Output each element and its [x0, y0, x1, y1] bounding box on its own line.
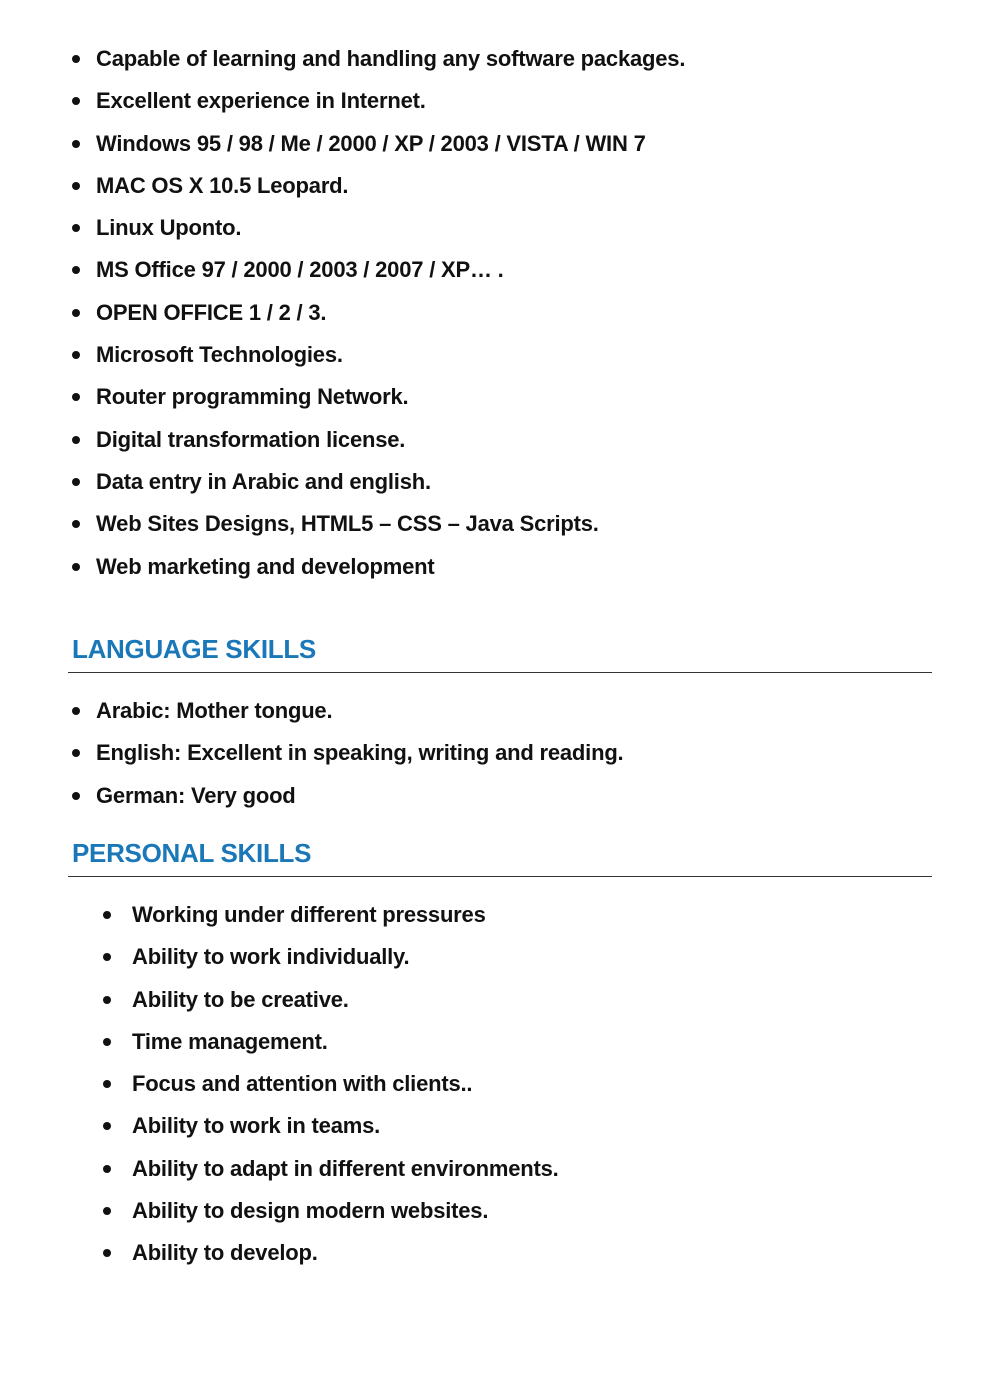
list-item-text: Time management. [132, 1028, 328, 1054]
bullet-icon [103, 1165, 111, 1173]
bullet-icon [72, 266, 80, 274]
list-item [72, 550, 685, 592]
bullet-icon [72, 309, 80, 317]
bullet-icon [72, 792, 80, 800]
list-item [72, 211, 685, 253]
list-item [72, 169, 685, 211]
list-item [72, 736, 623, 778]
bullet-icon [103, 996, 111, 1004]
list-item [72, 694, 623, 736]
list-item [72, 779, 623, 821]
bullet-icon [72, 55, 80, 63]
list-item-text: Web Sites Designs, HTML5 – CSS – Java Scripts. [96, 511, 599, 537]
bullet-icon [103, 911, 111, 919]
bullet-icon [72, 520, 80, 528]
list-item [72, 296, 685, 338]
list-item-text: MAC OS X 10.5 Leopard. [96, 172, 349, 198]
list-item [72, 380, 685, 422]
list-item-text: Excellent experience in Internet. [96, 88, 426, 114]
bullet-icon [103, 1249, 111, 1257]
list-item-text: Working under different pressures [132, 902, 486, 927]
list-item [103, 1067, 559, 1109]
bullet-icon [72, 749, 80, 757]
list-item-text: English: Excellent in speaking, writing and reading. [96, 740, 624, 766]
language-skills-heading: LANGUAGE SKILLS [72, 634, 316, 664]
list-item [72, 507, 685, 549]
bullet-icon [72, 351, 80, 359]
list-item-text: Ability to work individually. [132, 944, 410, 970]
list-item [103, 1152, 559, 1194]
list-item-text: Arabic: Mother tongue. [96, 698, 333, 723]
bullet-icon [72, 182, 80, 190]
list-item-text: Linux Uponto. [96, 215, 242, 241]
list-item-text: Ability to design modern websites. [132, 1198, 489, 1224]
list-item-text: Ability to adapt in different environments. [132, 1155, 559, 1181]
personal-skills-heading: PERSONAL SKILLS [72, 838, 312, 868]
bullet-icon [72, 224, 80, 232]
list-item [72, 42, 685, 84]
list-item [103, 1236, 559, 1278]
list-item-text: Microsoft Technologies. [96, 342, 343, 368]
bullet-icon [103, 1080, 111, 1088]
list-item [103, 898, 559, 940]
bullet-icon [103, 953, 111, 961]
list-item-text: Data entry in Arabic and english. [96, 468, 431, 494]
list-item [72, 253, 685, 295]
list-item [72, 127, 685, 169]
bullet-icon [72, 393, 80, 401]
list-item-text: Digital transformation license. [96, 426, 406, 452]
list-item [72, 84, 685, 126]
list-item-text: Ability to work in teams. [132, 1113, 381, 1139]
bullet-icon [72, 563, 80, 571]
list-item-text: Capable of learning and handling any software packages. [96, 46, 686, 71]
list-item-text: Windows 95 / 98 / Me / 2000 / XP / 2003 / VISTA / WIN 7 [96, 130, 646, 156]
bullet-icon [72, 478, 80, 486]
list-item [72, 338, 685, 380]
section-divider [68, 876, 932, 877]
list-item-text: Router programming Network. [96, 384, 409, 410]
personal-skills-list [103, 898, 559, 1279]
list-item [103, 1025, 559, 1067]
list-item-text: German: Very good [96, 782, 296, 808]
bullet-icon [103, 1207, 111, 1215]
bullet-icon [72, 140, 80, 148]
bullet-icon [72, 436, 80, 444]
bullet-icon [103, 1038, 111, 1046]
list-item-text: Focus and attention with clients.. [132, 1071, 473, 1097]
list-item [72, 423, 685, 465]
section-divider [68, 672, 932, 673]
list-item [103, 983, 559, 1025]
computer-skills-list [72, 42, 685, 592]
bullet-icon [72, 97, 80, 105]
list-item [103, 1194, 559, 1236]
bullet-icon [103, 1122, 111, 1130]
list-item-text: OPEN OFFICE 1 / 2 / 3. [96, 299, 327, 325]
list-item-text: Ability to develop. [132, 1240, 318, 1266]
language-skills-list [72, 694, 623, 821]
bullet-icon [72, 707, 80, 715]
list-item-text: Ability to be creative. [132, 986, 349, 1012]
list-item-text: MS Office 97 / 2000 / 2003 / 2007 / XP… . [96, 257, 504, 283]
list-item [103, 1109, 559, 1151]
list-item [103, 940, 559, 982]
list-item-text: Web marketing and development [96, 553, 435, 579]
list-item [72, 465, 685, 507]
